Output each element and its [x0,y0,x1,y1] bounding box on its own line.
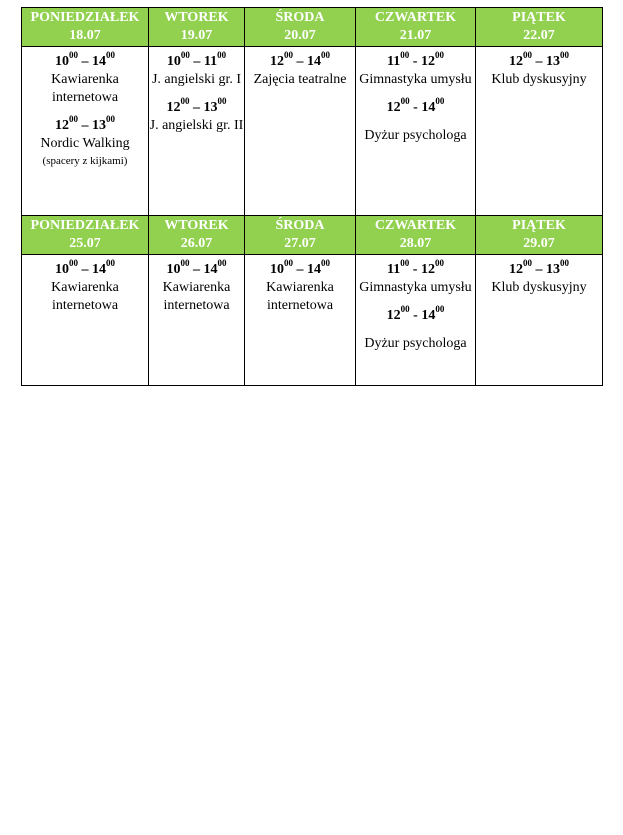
activity-time [356,304,475,325]
start-minute: 00 [69,114,78,125]
day-name: ŚRODA [275,218,325,233]
end-hour: 14 [92,54,106,69]
time-separator [410,100,422,115]
day-date: 22.07 [523,28,555,43]
spacer [22,107,148,117]
end-minute: 00 [106,114,115,125]
activity-time [476,258,602,279]
activity-name: Dyżur psychologa [364,128,467,143]
day-date: 21.07 [399,28,432,43]
day-header [356,216,476,255]
activity-name: Kawiarenka internetowa [51,280,119,313]
day-date: 25.07 [69,236,101,251]
start-hour: 12 [509,262,523,277]
day-name: WTOREK [164,10,229,25]
day-header [149,8,245,47]
activity-name: Kawiarenka internetowa [162,280,231,313]
end-minute: 00 [217,258,227,269]
day-header [149,216,245,255]
activity-name: Gimnastyka umysłu [359,72,472,87]
end-hour: 14 [307,54,321,69]
day-name: PIĄTEK [512,10,566,25]
time-separator-glyph: - [413,100,418,115]
end-minute: 00 [321,50,330,61]
activity-time [356,50,475,71]
week-activities-row [22,255,603,386]
end-minute: 00 [217,50,227,61]
time-separator [78,54,92,69]
spacer [356,297,475,307]
day-activities-cell [476,47,603,216]
start-hour: 11 [387,54,401,69]
week-activities-row [22,47,603,216]
day-name: PONIEDZIAŁEK [30,10,140,25]
schedule-table [21,7,603,386]
day-name: PIĄTEK [512,218,566,233]
time-separator-glyph: – [193,100,200,115]
start-hour: 12 [386,308,401,323]
time-separator-glyph: – [535,54,543,69]
activity-name: Klub dyskusyjny [491,72,587,87]
activity-name: J. angielski gr. II [149,118,244,133]
start-minute: 00 [180,96,190,107]
start-minute: 00 [180,258,190,269]
time-separator-glyph: – [296,54,304,69]
day-activities-cell [476,255,603,386]
time-separator [78,262,92,277]
activity-name: Klub dyskusyjny [491,280,587,295]
day-date: 20.07 [284,28,316,43]
start-minute: 00 [69,50,78,61]
day-header [476,216,603,255]
end-minute: 00 [435,304,445,315]
day-date: 29.07 [523,236,555,251]
end-hour: 13 [546,54,560,69]
end-hour: 13 [92,118,106,133]
day-activities-cell [149,47,245,216]
day-date: 26.07 [180,236,213,251]
end-hour: 14 [92,262,106,277]
day-header [476,8,603,47]
spacer [356,117,475,127]
time-separator [78,118,92,133]
activity-name: J. angielski gr. I [151,72,242,87]
activity-name: Gimnastyka umysłu [359,280,472,295]
activity-time [22,50,148,71]
activity-time [22,114,148,135]
start-hour: 10 [166,262,181,277]
day-activities-cell [356,47,476,216]
time-separator [190,54,204,69]
time-separator-glyph: – [193,262,200,277]
start-hour: 10 [166,54,181,69]
day-header [22,216,149,255]
end-hour: 12 [420,54,435,69]
start-minute: 00 [284,258,293,269]
day-activities-cell [245,47,356,216]
day-date: 19.07 [180,28,213,43]
activity-time [476,50,602,71]
end-hour: 12 [420,262,435,277]
activity-time [149,258,244,279]
end-minute: 00 [321,258,330,269]
activity-time [149,96,244,117]
time-separator-glyph: – [81,54,89,69]
end-hour: 13 [203,100,218,115]
activity-name: Dyżur psychologa [364,336,467,351]
day-header [356,8,476,47]
start-hour: 10 [55,262,69,277]
time-separator [410,308,422,323]
end-hour: 13 [546,262,560,277]
end-minute: 00 [434,50,444,61]
time-separator [532,262,546,277]
day-header [245,216,356,255]
spacer [356,89,475,99]
time-separator [190,100,204,115]
start-minute: 00 [400,96,410,107]
end-hour: 14 [421,100,436,115]
end-minute: 00 [434,258,444,269]
start-hour: 12 [166,100,181,115]
day-name: CZWARTEK [374,10,457,25]
end-minute: 00 [106,50,115,61]
start-minute: 00 [400,304,410,315]
time-separator-glyph: – [81,262,89,277]
time-separator-glyph: – [193,54,201,69]
activity-name: Nordic Walking [40,136,130,151]
end-minute: 00 [560,50,569,61]
time-separator-glyph: – [535,262,543,277]
start-minute: 00 [400,50,410,61]
end-hour: 14 [203,262,218,277]
week-header-row [22,8,603,47]
day-name: ŚRODA [275,10,325,25]
start-hour: 10 [270,262,284,277]
spacer [356,325,475,335]
activity-note: (spacery z kijkami) [42,155,128,167]
time-separator [293,54,307,69]
week-header-row [22,216,603,255]
start-hour: 11 [387,262,401,277]
time-separator-glyph: – [81,118,89,133]
start-minute: 00 [400,258,410,269]
time-separator [532,54,546,69]
end-minute: 00 [560,258,569,269]
time-separator [409,54,421,69]
end-minute: 00 [106,258,115,269]
activity-time [149,50,244,71]
time-separator-glyph: - [412,262,418,277]
activity-time [245,258,355,279]
start-minute: 00 [523,50,532,61]
time-separator [190,262,204,277]
end-hour: 14 [421,308,436,323]
start-minute: 00 [523,258,532,269]
activity-time [22,258,148,279]
time-separator-glyph: - [413,308,418,323]
time-separator [409,262,421,277]
activity-name: Zajęcia teatralne [253,72,347,87]
end-hour: 14 [307,262,321,277]
day-activities-cell [149,255,245,386]
day-date: 27.07 [284,236,316,251]
activity-time [356,96,475,117]
end-hour: 11 [203,54,218,69]
start-minute: 00 [69,258,78,269]
start-hour: 12 [509,54,523,69]
time-separator-glyph: – [296,262,304,277]
day-date: 28.07 [399,236,432,251]
time-separator-glyph: - [412,54,418,69]
start-hour: 10 [55,54,69,69]
spacer [149,89,244,99]
activity-time [245,50,355,71]
end-minute: 00 [217,96,227,107]
activity-name: Kawiarenka internetowa [51,72,119,105]
day-activities-cell [245,255,356,386]
start-hour: 12 [270,54,284,69]
start-hour: 12 [386,100,401,115]
day-date: 18.07 [69,28,101,43]
day-header [22,8,149,47]
day-name: WTOREK [164,218,229,233]
day-activities-cell [22,255,149,386]
start-hour: 12 [55,118,69,133]
day-header [245,8,356,47]
activity-time [356,258,475,279]
day-name: CZWARTEK [374,218,457,233]
day-name: PONIEDZIAŁEK [30,218,140,233]
day-activities-cell [22,47,149,216]
start-minute: 00 [284,50,293,61]
time-separator [293,262,307,277]
end-minute: 00 [435,96,445,107]
start-minute: 00 [180,50,190,61]
day-activities-cell [356,255,476,386]
activity-name: Kawiarenka internetowa [266,280,334,313]
